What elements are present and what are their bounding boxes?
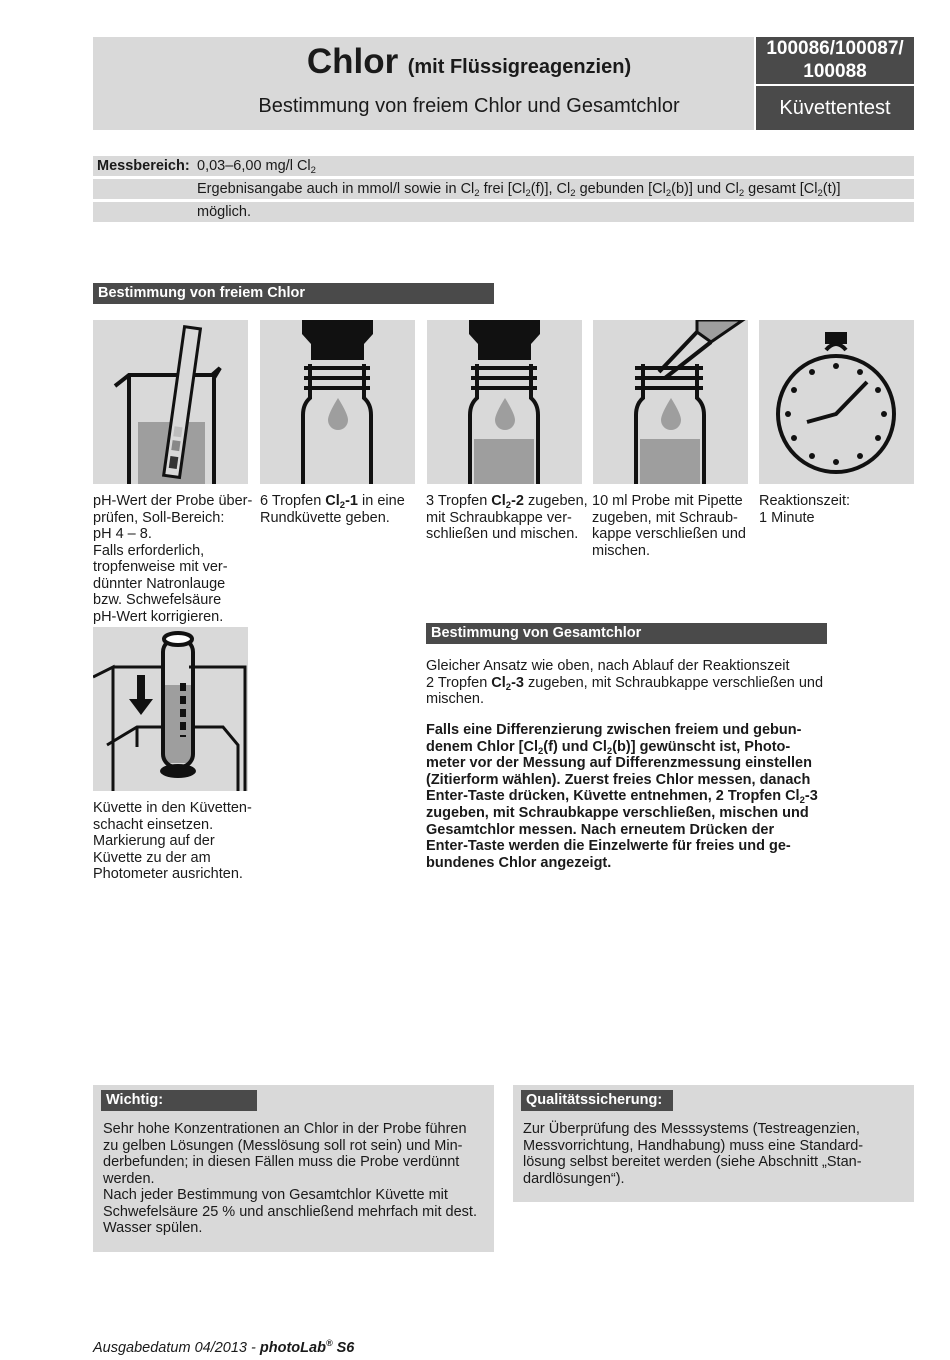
cuvette-insert-icon bbox=[93, 627, 248, 791]
dropper-bottle-icon bbox=[260, 320, 415, 484]
range-label: Messbereich: bbox=[97, 158, 190, 174]
step4-caption: 10 ml Probe mit Pipette zugeben, mit Schraub- kappe verschließen und mischen. bbox=[592, 493, 746, 559]
step3-caption: 3 Tropfen $Cl_2-2$ zugeben, mit Schraubkappe ver- schließen und mischen. bbox=[426, 493, 588, 542]
product-name: photoLab® S6 bbox=[259, 1338, 355, 1356]
title-sub: (mit Flüssigreagenzien) bbox=[407, 56, 632, 78]
stopwatch-icon bbox=[759, 320, 914, 484]
product-code-box bbox=[756, 37, 914, 84]
step5-caption: Reaktionszeit: 1 Minute bbox=[759, 493, 851, 526]
step1-caption: pH-Wert der Probe über- prüfen, Soll-Bereich: pH 4 – 8. Falls erforderlich, tropfenweise mit ver- dünnter Natronlauge bzw. Schwefelsäure pH-Wert korrigieren. bbox=[93, 493, 253, 625]
dropper-bottle-icon bbox=[427, 320, 582, 484]
footer: Ausgabedatum 04/2013 - photoLab® S6 bbox=[93, 1338, 355, 1356]
step3-image bbox=[427, 320, 582, 484]
product-code-line2: 100088 bbox=[803, 61, 867, 82]
total-chlorine-heading: Bestimmung von Gesamtchlor bbox=[426, 623, 827, 644]
step6-caption: Küvette in den Küvetten- schacht einsetzen. Markierung auf der Küvette zu der am Photometer ausrichten. bbox=[93, 800, 252, 882]
total-chlorine-text: Gleicher Ansatz wie oben, nach Ablauf der Reaktionszeit 2 Tropfen $Cl_2-3$ zugeben, mit Schraubkappe verschließen und mischen. bbox=[426, 658, 824, 707]
step4-image bbox=[593, 320, 748, 484]
product-code-line1: 100086/100087/ bbox=[766, 38, 904, 59]
free-chlorine-heading: Bestimmung von freiem Chlor bbox=[93, 283, 494, 304]
differentiation-note: Falls eine Differenzierung zwischen freiem und gebun- denem Chlor [$Cl_2(f)$ und $Cl_2(b)$] gewünscht ist, Photo- meter vor der Messung auf Differenzmessung einstellen (Zitierform wählen). Zuerst freies Chlor messen, danach Enter-Taste drücken, Küvette entnehmen, 2 Tropfen $Cl_2-3$ zugeben, mit Schraubkappe verschließen, mischen und Gesamtchlor messen. Nach erneutem Drücken der Enter-Taste werden die Einzelwerte für freies und ge- bundenes Chlor angezeigt. bbox=[426, 722, 818, 871]
range-value: 0,03–6,00 mg/l $Cl_2$ bbox=[197, 158, 316, 176]
step2-caption: 6 Tropfen $Cl_2-1$ in eine Rundküvette geben. bbox=[260, 493, 405, 526]
range-note: Ergebnisangabe auch in mmol/l sowie in $Cl_2$ frei $[Cl_2(f)]$, $Cl_2$ gebunden $[Cl_2(b)]$ und $Cl_2$ gesamt $[Cl_2(t)]$ bbox=[197, 181, 841, 199]
issue-date: Ausgabedatum 04/2013 bbox=[93, 1339, 247, 1356]
step6-image bbox=[93, 627, 248, 791]
range-note-end: möglich. bbox=[197, 204, 251, 220]
step2-image bbox=[260, 320, 415, 484]
ph-strip-beaker-icon bbox=[93, 320, 248, 484]
pipette-icon bbox=[593, 320, 748, 484]
test-type-box: Küvettentest bbox=[756, 86, 914, 130]
quality-text: Zur Überprüfung des Messsystems (Testreagenzien, Messvorrichtung, Handhabung) muss eine Standard- lösung selbst bereitet werden (siehe Abschnitt „Stan- dardlösungen“). bbox=[523, 1121, 864, 1187]
important-heading: Wichtig: bbox=[101, 1090, 257, 1111]
quality-box bbox=[513, 1085, 914, 1202]
page-title bbox=[93, 42, 845, 82]
step1-image bbox=[93, 320, 248, 484]
step5-image bbox=[759, 320, 914, 484]
important-box bbox=[93, 1085, 494, 1252]
title-main: Chlor bbox=[306, 42, 399, 81]
page-subtitle: Bestimmung von freiem Chlor und Gesamtchlor bbox=[258, 95, 680, 117]
important-text: Sehr hohe Konzentrationen an Chlor in der Probe führen zu gelben Lösungen (Messlösung soll rot sein) und Min- derbefunden; in diesen Fällen muss die Probe verdünnt werden. Nach jeder Bestimmung von Gesamtchlor Küvette mit Schwefelsäure 25 % und anschließend mehrfach mit dest. Wasser spülen. bbox=[103, 1121, 477, 1236]
quality-heading: Qualitätssicherung: bbox=[521, 1090, 673, 1111]
